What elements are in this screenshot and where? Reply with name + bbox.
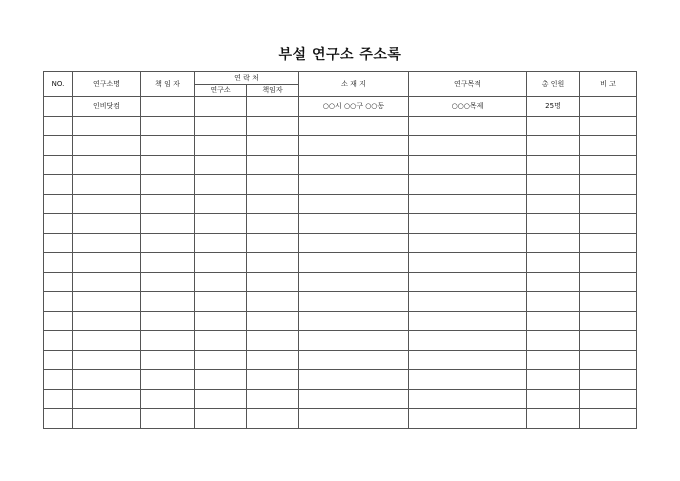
cell-total-staff <box>527 233 580 253</box>
cell-location <box>299 272 409 292</box>
cell-location: ○○시 ○○구 ○○동 <box>299 97 409 117</box>
cell-contact-lab <box>195 292 247 312</box>
header-contact: 연 락 처 <box>195 72 299 85</box>
cell-manager <box>141 116 195 136</box>
cell-purpose <box>409 194 527 214</box>
page-title: 부설 연구소 주소록 <box>278 47 402 63</box>
cell-contact-manager <box>247 214 299 234</box>
cell-purpose <box>409 116 527 136</box>
cell-lab-name <box>73 253 141 273</box>
cell-lab-name <box>73 292 141 312</box>
cell-contact-manager <box>247 331 299 351</box>
cell-contact-lab <box>195 194 247 214</box>
cell-purpose <box>409 155 527 175</box>
cell-purpose <box>409 409 527 429</box>
cell-contact-lab <box>195 97 247 117</box>
cell-manager <box>141 233 195 253</box>
cell-purpose <box>409 331 527 351</box>
cell-manager <box>141 370 195 390</box>
cell-contact-lab <box>195 350 247 370</box>
cell-purpose <box>409 389 527 409</box>
cell-remarks <box>580 350 637 370</box>
cell-remarks <box>580 292 637 312</box>
cell-lab-name <box>73 175 141 195</box>
cell-contact-manager <box>247 311 299 331</box>
cell-manager <box>141 292 195 312</box>
cell-total-staff <box>527 155 580 175</box>
cell-manager <box>141 194 195 214</box>
cell-location <box>299 214 409 234</box>
table-row <box>44 253 637 273</box>
cell-no <box>44 194 73 214</box>
cell-remarks <box>580 370 637 390</box>
cell-manager <box>141 155 195 175</box>
cell-contact-manager <box>247 272 299 292</box>
cell-total-staff <box>527 370 580 390</box>
cell-manager <box>141 331 195 351</box>
cell-lab-name <box>73 155 141 175</box>
cell-contact-manager <box>247 175 299 195</box>
header-no: NO. <box>44 72 73 97</box>
cell-manager <box>141 311 195 331</box>
table-row <box>44 350 637 370</box>
cell-remarks <box>580 116 637 136</box>
cell-manager <box>141 97 195 117</box>
cell-purpose <box>409 350 527 370</box>
cell-total-staff <box>527 253 580 273</box>
cell-remarks <box>580 389 637 409</box>
table-row <box>44 311 637 331</box>
cell-manager <box>141 136 195 156</box>
cell-no <box>44 389 73 409</box>
table-row <box>44 214 637 234</box>
cell-contact-manager <box>247 194 299 214</box>
cell-location <box>299 116 409 136</box>
table-row <box>44 272 637 292</box>
table-row <box>44 331 637 351</box>
header-remarks: 비 고 <box>580 72 637 97</box>
cell-remarks <box>580 155 637 175</box>
cell-location <box>299 155 409 175</box>
cell-no <box>44 155 73 175</box>
cell-location <box>299 292 409 312</box>
cell-total-staff <box>527 311 580 331</box>
cell-remarks <box>580 97 637 117</box>
cell-manager <box>141 389 195 409</box>
cell-no <box>44 253 73 273</box>
cell-total-staff <box>527 214 580 234</box>
cell-contact-manager <box>247 370 299 390</box>
cell-no <box>44 214 73 234</box>
cell-location <box>299 350 409 370</box>
cell-contact-lab <box>195 116 247 136</box>
table-row <box>44 292 637 312</box>
cell-remarks <box>580 136 637 156</box>
cell-contact-lab <box>195 370 247 390</box>
cell-contact-manager <box>247 350 299 370</box>
cell-contact-manager <box>247 116 299 136</box>
cell-no <box>44 331 73 351</box>
cell-contact-manager <box>247 136 299 156</box>
cell-total-staff <box>527 136 580 156</box>
cell-contact-lab <box>195 311 247 331</box>
cell-total-staff <box>527 116 580 136</box>
cell-lab-name <box>73 409 141 429</box>
cell-lab-name <box>73 311 141 331</box>
cell-manager <box>141 175 195 195</box>
cell-remarks <box>580 311 637 331</box>
cell-purpose: ○○○목제 <box>409 97 527 117</box>
cell-location <box>299 136 409 156</box>
table-row <box>44 136 637 156</box>
cell-purpose <box>409 214 527 234</box>
header-lab-name: 연구소명 <box>73 72 141 97</box>
cell-manager <box>141 272 195 292</box>
cell-lab-name <box>73 389 141 409</box>
cell-no <box>44 272 73 292</box>
cell-location <box>299 311 409 331</box>
cell-total-staff <box>527 175 580 195</box>
cell-location <box>299 331 409 351</box>
header-location: 소 재 지 <box>299 72 409 97</box>
cell-contact-lab <box>195 136 247 156</box>
cell-lab-name <box>73 116 141 136</box>
cell-location <box>299 409 409 429</box>
cell-total-staff: 25명 <box>527 97 580 117</box>
cell-total-staff <box>527 272 580 292</box>
cell-total-staff <box>527 389 580 409</box>
cell-contact-lab <box>195 233 247 253</box>
cell-lab-name <box>73 233 141 253</box>
cell-location <box>299 233 409 253</box>
cell-remarks <box>580 214 637 234</box>
header-purpose: 연구목적 <box>409 72 527 97</box>
cell-contact-lab <box>195 253 247 273</box>
cell-contact-lab <box>195 155 247 175</box>
cell-contact-lab <box>195 409 247 429</box>
cell-contact-manager <box>247 292 299 312</box>
cell-lab-name <box>73 350 141 370</box>
cell-contact-lab <box>195 214 247 234</box>
cell-total-staff <box>527 194 580 214</box>
cell-total-staff <box>527 331 580 351</box>
cell-location <box>299 175 409 195</box>
cell-purpose <box>409 136 527 156</box>
cell-contact-manager <box>247 389 299 409</box>
table-row <box>44 155 637 175</box>
cell-no <box>44 292 73 312</box>
cell-contact-lab <box>195 175 247 195</box>
table-row <box>44 409 637 429</box>
cell-location <box>299 253 409 273</box>
cell-contact-manager <box>247 155 299 175</box>
cell-no <box>44 311 73 331</box>
table-row <box>44 97 637 117</box>
table-row <box>44 116 637 136</box>
cell-total-staff <box>527 292 580 312</box>
header-total-staff: 총 인원 <box>527 72 580 97</box>
cell-location <box>299 194 409 214</box>
cell-contact-manager <box>247 233 299 253</box>
header-contact-manager: 책임자 <box>247 85 299 97</box>
cell-no <box>44 233 73 253</box>
cell-lab-name <box>73 331 141 351</box>
cell-remarks <box>580 331 637 351</box>
cell-remarks <box>580 175 637 195</box>
header-contact-lab: 연구소 <box>195 85 247 97</box>
cell-lab-name <box>73 214 141 234</box>
header-manager: 책 임 자 <box>141 72 195 97</box>
cell-purpose <box>409 253 527 273</box>
table-row <box>44 175 637 195</box>
cell-remarks <box>580 272 637 292</box>
cell-purpose <box>409 311 527 331</box>
cell-contact-manager <box>247 409 299 429</box>
table-row <box>44 389 637 409</box>
cell-manager <box>141 350 195 370</box>
cell-contact-lab <box>195 272 247 292</box>
cell-no <box>44 97 73 117</box>
cell-purpose <box>409 175 527 195</box>
cell-purpose <box>409 233 527 253</box>
table-row <box>44 194 637 214</box>
cell-lab-name <box>73 370 141 390</box>
cell-lab-name <box>73 272 141 292</box>
cell-contact-manager <box>247 253 299 273</box>
cell-lab-name <box>73 194 141 214</box>
lab-address-table <box>43 71 637 429</box>
cell-purpose <box>409 272 527 292</box>
cell-total-staff <box>527 409 580 429</box>
cell-remarks <box>580 233 637 253</box>
cell-contact-lab <box>195 331 247 351</box>
cell-manager <box>141 409 195 429</box>
cell-no <box>44 350 73 370</box>
table-row <box>44 233 637 253</box>
cell-manager <box>141 253 195 273</box>
cell-no <box>44 116 73 136</box>
cell-location <box>299 370 409 390</box>
cell-manager <box>141 214 195 234</box>
cell-no <box>44 409 73 429</box>
cell-contact-manager <box>247 97 299 117</box>
cell-no <box>44 136 73 156</box>
table-row <box>44 370 637 390</box>
cell-no <box>44 370 73 390</box>
cell-purpose <box>409 370 527 390</box>
cell-remarks <box>580 253 637 273</box>
cell-lab-name: 인비닷컴 <box>73 97 141 117</box>
cell-location <box>299 389 409 409</box>
cell-remarks <box>580 409 637 429</box>
cell-contact-lab <box>195 389 247 409</box>
cell-total-staff <box>527 350 580 370</box>
cell-remarks <box>580 194 637 214</box>
cell-purpose <box>409 292 527 312</box>
cell-no <box>44 175 73 195</box>
cell-lab-name <box>73 136 141 156</box>
